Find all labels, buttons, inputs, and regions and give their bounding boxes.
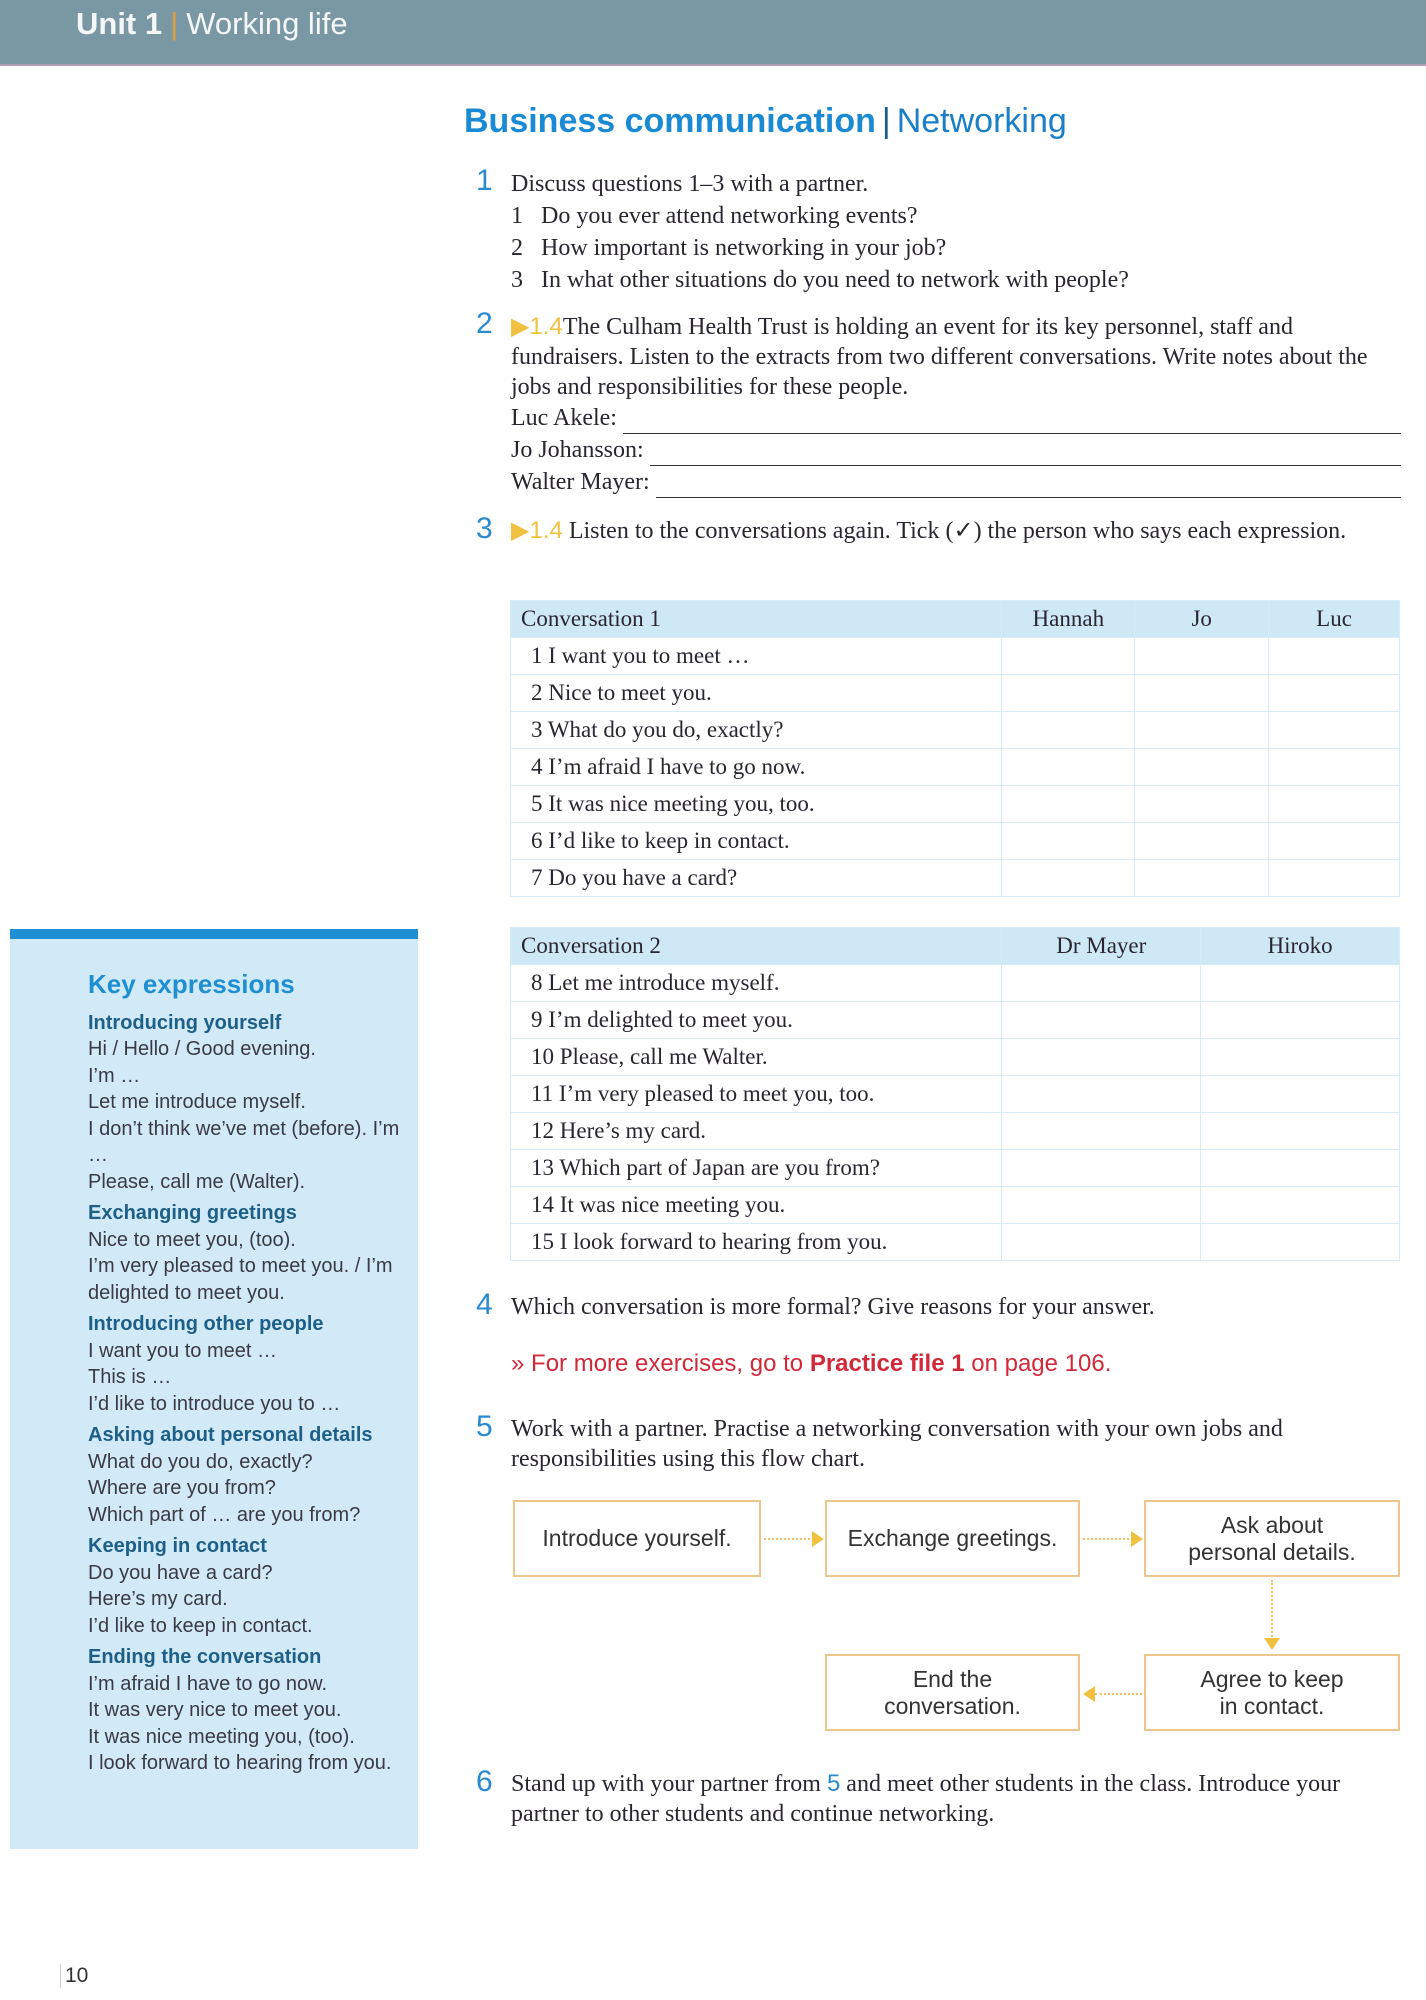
- answer-line[interactable]: [623, 410, 1401, 434]
- expression: Where are you from?: [88, 1477, 276, 1499]
- tick-cell[interactable]: [1269, 712, 1400, 749]
- expression-cell: 2 Nice to meet you.: [511, 675, 1002, 712]
- column-header: Jo: [1135, 601, 1269, 638]
- expression: Do you have a card?: [88, 1561, 273, 1584]
- flow-step: End the conversation.: [825, 1654, 1080, 1731]
- flow-step: Agree to keep in contact.: [1144, 1654, 1400, 1731]
- person-label: Luc Akele:: [511, 405, 617, 431]
- tick-cell[interactable]: [1002, 638, 1135, 675]
- exercise-5: Work with a partner. Practise a networking conversation with your own jobs and responsibilities using this flow chart.: [511, 1416, 1283, 1472]
- audio-track: 1.4: [529, 313, 563, 340]
- table-row: [511, 860, 1400, 897]
- expression-cell: 12 Here’s my card.: [511, 1113, 1002, 1150]
- exercise-number: 5: [476, 1410, 493, 1443]
- column-header: Hiroko: [1201, 928, 1400, 965]
- arrow-right-icon: [1083, 1538, 1133, 1540]
- conversation-1-table: [510, 600, 1400, 897]
- tick-cell[interactable]: [1269, 638, 1400, 675]
- audio-track: 1.4: [529, 517, 563, 544]
- answer-line[interactable]: [650, 442, 1401, 466]
- tick-cell[interactable]: [1135, 786, 1269, 823]
- arrow-down-icon: [1271, 1580, 1273, 1640]
- expression: It was very nice to meet you.: [88, 1699, 342, 1721]
- exercise-number: 4: [476, 1288, 493, 1321]
- expression: It was nice meeting you, (too).: [88, 1725, 355, 1748]
- flow-step: Ask about personal details.: [1144, 1500, 1400, 1577]
- tick-cell[interactable]: [1002, 823, 1135, 860]
- expression-cell: 14 It was nice meeting you.: [511, 1187, 1002, 1224]
- table-row: [511, 965, 1400, 1002]
- table-row: [511, 712, 1400, 749]
- tick-cell[interactable]: [1002, 749, 1135, 786]
- expression: This is …: [88, 1366, 172, 1388]
- expression-cell: 5 It was nice meeting you, too.: [511, 786, 1002, 823]
- tick-cell[interactable]: [1135, 675, 1269, 712]
- tick-cell[interactable]: [1269, 749, 1400, 786]
- conversation-2-table: [510, 927, 1400, 1261]
- table-row: [511, 1113, 1400, 1150]
- table-row: [511, 675, 1400, 712]
- expression-cell: 10 Please, call me Walter.: [511, 1039, 1002, 1076]
- table-row: [511, 1076, 1400, 1113]
- tick-cell[interactable]: [1201, 965, 1400, 1002]
- double-chevron-icon: »: [511, 1350, 525, 1377]
- tick-cell[interactable]: [1002, 1224, 1201, 1261]
- panel-title: Key expressions: [88, 969, 295, 999]
- tick-cell[interactable]: [1269, 675, 1400, 712]
- expression: Here’s my card.: [88, 1588, 228, 1610]
- exercise-6: Stand up with your partner from 5 and meet other students in the class. Introduce your partner to other students and continue networking.: [511, 1770, 1341, 1827]
- expression: Let me introduce myself.: [88, 1091, 306, 1113]
- notes-field[interactable]: [511, 434, 1401, 466]
- table-row: [511, 786, 1400, 823]
- question-item: 3 In what other situations do you need to network with people?: [511, 267, 1129, 293]
- tick-cell[interactable]: [1201, 1039, 1400, 1076]
- table-row: [511, 638, 1400, 675]
- expression-cell: 3 What do you do, exactly?: [511, 712, 1002, 749]
- column-header: Luc: [1269, 601, 1400, 638]
- tick-cell[interactable]: [1201, 1113, 1400, 1150]
- expression-cell: 13 Which part of Japan are you from?: [511, 1150, 1002, 1187]
- section-heading: Introducing other people: [88, 1313, 324, 1335]
- tick-cell[interactable]: [1135, 712, 1269, 749]
- tick-cell[interactable]: [1201, 1002, 1400, 1039]
- audio-play-icon: ▶: [511, 313, 530, 340]
- expression: I’d like to introduce you to …: [88, 1392, 341, 1415]
- table-row: [511, 1039, 1400, 1076]
- exercise-number: 6: [476, 1765, 493, 1798]
- person-label: Jo Johansson:: [511, 437, 644, 463]
- tick-cell[interactable]: [1135, 860, 1269, 897]
- key-expressions-panel: [10, 929, 418, 1849]
- flow-step: Introduce yourself.: [513, 1500, 761, 1577]
- answer-line[interactable]: [656, 474, 1401, 498]
- unit-title: Working life: [186, 6, 348, 41]
- tick-cell[interactable]: [1269, 860, 1400, 897]
- arrow-left-icon: [1095, 1693, 1142, 1695]
- table-row: [511, 1187, 1400, 1224]
- exercise-2: ▶1.4The Culham Health Trust is holding an event for its key personnel, staff and fundraisers. Listen to the extracts from two different conversations. Write notes about the jobs and responsibilities for these people. Luc Akele: Jo Johansson: Walter Mayer:: [511, 312, 1401, 498]
- section-heading: Asking about personal details: [88, 1424, 373, 1446]
- tick-cell[interactable]: [1135, 823, 1269, 860]
- expression: Which part of … are you from?: [88, 1503, 361, 1526]
- expression-cell: 1 I want you to meet …: [511, 638, 1002, 675]
- tick-cell[interactable]: [1269, 786, 1400, 823]
- expression-cell: 7 Do you have a card?: [511, 860, 1002, 897]
- table-row: [511, 1150, 1400, 1187]
- tick-cell[interactable]: [1002, 965, 1201, 1002]
- exercise-number: 2: [476, 307, 493, 340]
- exercise-number: 3: [476, 512, 493, 545]
- flow-step: Exchange greetings.: [825, 1500, 1080, 1577]
- expression: I look forward to hearing from you.: [88, 1752, 392, 1774]
- tick-cell[interactable]: [1201, 1224, 1400, 1261]
- exercise-4: Which conversation is more formal? Give reasons for your answer.: [511, 1294, 1155, 1320]
- expression: What do you do, exactly?: [88, 1450, 313, 1473]
- column-header: Dr Mayer: [1002, 928, 1201, 965]
- tick-cell[interactable]: [1201, 1150, 1400, 1187]
- unit-number: Unit 1: [76, 6, 163, 41]
- table-header: [511, 601, 1400, 638]
- section-heading: Ending the conversation: [88, 1646, 322, 1668]
- tick-cell[interactable]: [1002, 1076, 1201, 1113]
- expression: Nice to meet you, (too).: [88, 1228, 296, 1251]
- expression: I want you to meet …: [88, 1339, 277, 1362]
- tick-cell[interactable]: [1135, 749, 1269, 786]
- column-header: Conversation 1: [511, 601, 1002, 638]
- question-item: 1 Do you ever attend networking events?: [511, 203, 918, 229]
- column-header: Hannah: [1002, 601, 1135, 638]
- tick-cell[interactable]: [1002, 712, 1135, 749]
- expression-cell: 9 I’m delighted to meet you.: [511, 1002, 1002, 1039]
- tick-cell[interactable]: [1002, 786, 1135, 823]
- expression-cell: 8 Let me introduce myself.: [511, 965, 1002, 1002]
- expression-cell: 11 I’m very pleased to meet you, too.: [511, 1076, 1002, 1113]
- tick-cell[interactable]: [1002, 1113, 1201, 1150]
- exercise-1: [511, 168, 1401, 296]
- tick-cell[interactable]: [1002, 1150, 1201, 1187]
- tick-cell[interactable]: [1002, 1039, 1201, 1076]
- column-header: Conversation 2: [511, 928, 1002, 965]
- expression: I’m very pleased to meet you. / I’m delighted to meet you.: [88, 1255, 393, 1304]
- table-header: [511, 928, 1400, 965]
- expression: I’m afraid I have to go now.: [88, 1672, 328, 1695]
- practice-file-link[interactable]: » For more exercises, go to Practice file 1 on page 106.: [511, 1350, 1112, 1377]
- exercise-number: 1: [476, 164, 493, 197]
- tick-cell[interactable]: [1002, 1187, 1201, 1224]
- expression: I’m …: [88, 1064, 141, 1087]
- section-heading: Exchanging greetings: [88, 1202, 297, 1224]
- table-row: [511, 1002, 1400, 1039]
- tick-cell[interactable]: [1135, 638, 1269, 675]
- instruction: Discuss questions 1–3 with a partner.: [511, 171, 869, 197]
- tick-cell[interactable]: [1201, 1187, 1400, 1224]
- expression-cell: 4 I’m afraid I have to go now.: [511, 749, 1002, 786]
- page-title: Business communication | Networking: [464, 102, 1067, 140]
- section-heading: Keeping in contact: [88, 1535, 267, 1557]
- expression-cell: 15 I look forward to hearing from you.: [511, 1224, 1002, 1261]
- audio-play-icon: ▶: [511, 517, 530, 544]
- tick-cell[interactable]: [1269, 823, 1400, 860]
- unit-header: Unit 1 | Working life: [0, 0, 1426, 66]
- exercise-3: ▶1.4 Listen to the conversations again. Tick (✓) the person who says each expression.: [511, 517, 1347, 544]
- table-row: [511, 823, 1400, 860]
- arrow-right-icon: [764, 1538, 814, 1540]
- tick-cell[interactable]: [1002, 675, 1135, 712]
- expression: Please, call me (Walter).: [88, 1170, 306, 1193]
- tick-cell[interactable]: [1201, 1076, 1400, 1113]
- person-label: Walter Mayer:: [511, 469, 650, 495]
- question-item: 2 How important is networking in your job?: [511, 235, 947, 261]
- notes-field[interactable]: [511, 402, 1401, 434]
- table-row: [511, 749, 1400, 786]
- page-number: 10: [60, 1964, 88, 1988]
- expression-cell: 6 I’d like to keep in contact.: [511, 823, 1002, 860]
- notes-field[interactable]: [511, 466, 1401, 498]
- tick-cell[interactable]: [1002, 860, 1135, 897]
- expression: Hi / Hello / Good evening.: [88, 1038, 316, 1060]
- table-row: [511, 1224, 1400, 1261]
- expression: I’d like to keep in contact.: [88, 1614, 313, 1637]
- section-heading: Introducing yourself: [88, 1011, 282, 1034]
- tick-cell[interactable]: [1002, 1002, 1201, 1039]
- expression: I don’t think we’ve met (before). I’m …: [88, 1117, 400, 1166]
